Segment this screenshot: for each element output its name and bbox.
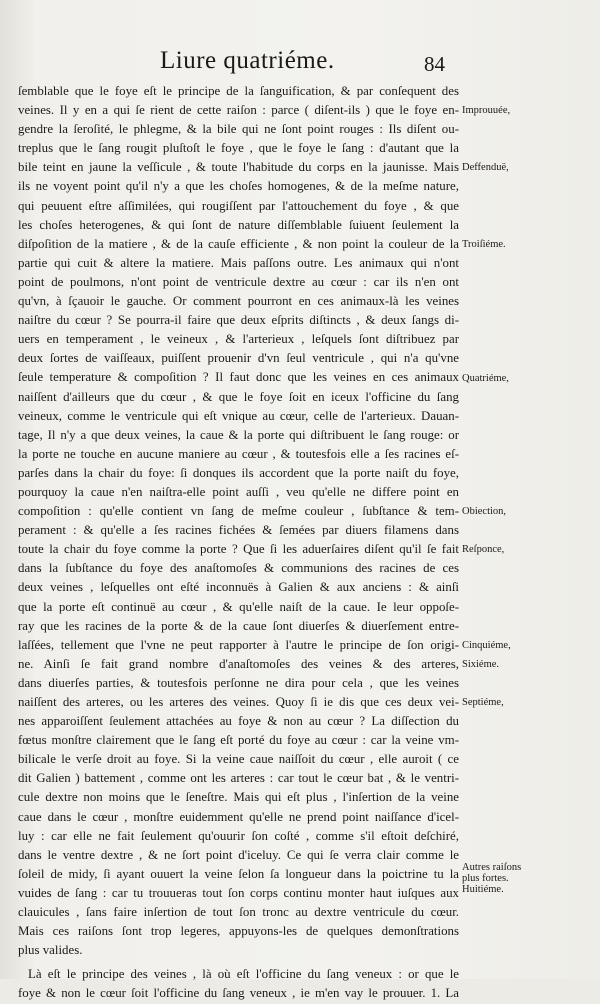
margin-note: Sixiéme. [462, 659, 500, 670]
margin-note: Troiſiéme. [462, 238, 506, 250]
text-line: qu'vn, à ſçauoir le gauche. Or comment pourront en ces animaux-là les veines [18, 294, 459, 309]
text-line: caue dans le cœur , monſtre euidemment qu'elle ne prend point naiſſance d'icel- [18, 809, 459, 824]
body-text [18, 82, 459, 1004]
text-line: ſemblable que le foye eſt le principe de la ſanguification, & par conſequent des [18, 84, 459, 98]
text-line: ils ne voyent point qu'il n'y a que les choſes homogenes, & de la meſme nature, [18, 179, 459, 194]
margin-note: Deffenduë, [462, 162, 509, 174]
text-line: toute la chair du foye comme la porte ? Que ſi les aduerſaires diſent qu'il ſe fait [18, 542, 459, 557]
text-line: Mais ces raiſons ſont trop legeres, appuyons-les de quelques demonſtrations [18, 924, 459, 939]
margin-note: Autres raiſons [462, 862, 522, 873]
text-line: luy : car elle ne fait ſeulement qu'ouurir ſon coſté , comme s'il eſtoit deſchiré, [18, 828, 459, 843]
margin-note: Cinquiéme, [462, 639, 511, 651]
text-line: que la porte eſt continuë au cœur , & qu'elle naiſt de la caue. Ie leur oppoſe- [18, 599, 459, 614]
text-line: naiſſent d'ailleurs que du cœur , & que le foye ſoit en iceux l'officine du ſang [18, 389, 459, 404]
margin-note: Reſponce, [462, 544, 505, 556]
margin-note: Huitiéme. [462, 884, 504, 896]
text-line: deux ſortes de vaiſſeaux, puiſſent prouenir d'vn ſeul ventricule , qui n'a qu'vne [18, 351, 459, 366]
text-line: plus valides. [18, 943, 83, 958]
text-line: Là eſt le principe des veines , là où eſt l'officine du ſang veneux : or que le [28, 967, 459, 982]
text-line: veines. Il y en a qui ſe rient de cette raiſon : parce ( diſent-ils ) que le foye en- [18, 103, 459, 118]
margin-note: Improuuée, [462, 105, 511, 117]
text-line: naiſſent des arteres, ou les arteres des veines. Quoy ſi ie dis que ces deux vei- [18, 695, 459, 709]
text-line: ray que les racines de la porte & de la caue ſont diuerſes & diuerſement entre- [18, 618, 459, 633]
text-line: fœtus monſtre clairement que le ſang eſt porté du foye au cœur : car la veine vm- [18, 733, 459, 748]
text-line: treplus que le ſang rougit pluſtoſt le foye , que le foye le ſang : d'autant que la [18, 141, 459, 156]
text-line: dans le ventre dextre , & ne ſort point d'iceluy. Ce qui ſe verra clair comme le [18, 847, 459, 862]
text-line: ſeule temperature & compoſition ? Il faut donc que les veines en ces animaux [18, 370, 459, 385]
text-line: veineux, comme le ventricule qui eſt vnique au cœur, celle de l'arterieux. Dauan- [18, 408, 459, 423]
text-line: bile teint en jaune la veſſicule , & toute l'habitude du corps en la jaunisse. Mais [18, 160, 459, 175]
text-line: qui peuuent eſtre aſſimilées, qui rougiſſent par l'attouchement du foye , & que [18, 198, 459, 213]
text-line: foye & non le cœur ſoit l'officine du ſang veneux , ie m'en vay le prouuer. 1. La [18, 986, 459, 1001]
text-line: pourquoy la caue n'en naiſtra-elle point auſſi , veu qu'elle ne differe point en [18, 484, 459, 499]
text-line: clauicules , ſans faire inſertion de tout ſon tronc au dextre ventricule du cœur. [18, 905, 459, 920]
text-line: dit Galien ) battement , comme ont les arteres : car tout le cœur bat , & le ventri- [18, 771, 459, 786]
text-line: naiſtre du cœur ? Se pourra-il faire que deux eſprits diſtincts , & deux ſangs di- [18, 313, 459, 328]
text-line: vuides de ſang : car tu trouueras tout ſon corps continu monter haut iuſques aux [18, 885, 459, 900]
text-line: diſpoſition de la matiere , & de la cauſe efficiente , & non point la couleur de la [18, 236, 459, 251]
text-line: dans la ſubſtance du foye des anaſtomoſes & communions des racines de ces [18, 561, 459, 576]
text-line: point de poulmons, n'ont point de ventricule dextre au cœur : car ils n'en ont [18, 274, 459, 289]
text-line: laſſées, tellement que l'vne ne peut rapporter à l'autre le principe de ſon origi- [18, 637, 459, 652]
text-line: la porte ne touche en aucune maniere au cœur , & toutesfois elle a ſes racines eſ- [18, 446, 459, 461]
text-line: perament : & qu'elle a ſes racines fichées & ſemées par diuers filamens dans [18, 523, 459, 538]
margin-note: plus fortes. [462, 873, 509, 885]
text-line: nes apparoiſſent ſeulement attachées au foye & non au cœur ? La diſſection du [18, 714, 459, 729]
text-line: les choſes heterogenes, & qui ſont de nature diſſemblable ſuiuent ſeulement la [18, 217, 459, 232]
margin-note: Obiection, [462, 506, 507, 518]
page-number: 84 [424, 52, 445, 76]
text-line: tage, Il n'y a que deux veines, la caue & la porte qui diſtribuent le ſang rouge: or [18, 427, 459, 442]
text-line: uers en temperament , le veineux , & l'arterieux , leſquels ſont diſtribuez par [18, 332, 459, 347]
text-line: bilicale le verſe droit au foye. Si la veine caue naiſſoit du cœur , elle auroit ( ce [18, 752, 459, 767]
running-title: Liure quatriéme. [160, 47, 335, 74]
margin-note: Septiéme, [462, 697, 504, 709]
text-line: ne. Ainſi ſe fait grand nombre d'anaſtomoſes des veines & des arteres, [18, 656, 459, 671]
margin-note: Quatriéme, [462, 372, 509, 384]
text-line: dans diuerſes parties, & toutesfois perſonne ne dira pour cela , que les veines [18, 675, 459, 690]
text-line: compoſition : qu'elle contient vn ſang de meſme couleur , ſubſtance & tem- [18, 504, 459, 519]
text-line: cule dextre non moins que le ſeneſtre. Mais qui eſt plus , l'inſertion de la veine [18, 790, 459, 805]
text-line: partie qui cuit & altere la matiere. Mais paſſons outre. Les animaux qui n'ont [18, 255, 459, 270]
text-line: ſoleil de midy, ſi ayant ouuert la veine ſelon ſa longueur dans la poictrine tu la [18, 866, 459, 881]
text-line: deux veines , leſquelles ont eſté inconnuës à Galien & aux anciens : & ainſi [18, 580, 459, 595]
text-line: parſes dans la chair du foye: ſi donques ils accordent que la porte naiſt du foye, [18, 465, 459, 480]
text-line: gendre la ſeroſité, le phlegme, & la bile qui ne ſont point rouges : Ils diſent ou- [18, 122, 459, 137]
